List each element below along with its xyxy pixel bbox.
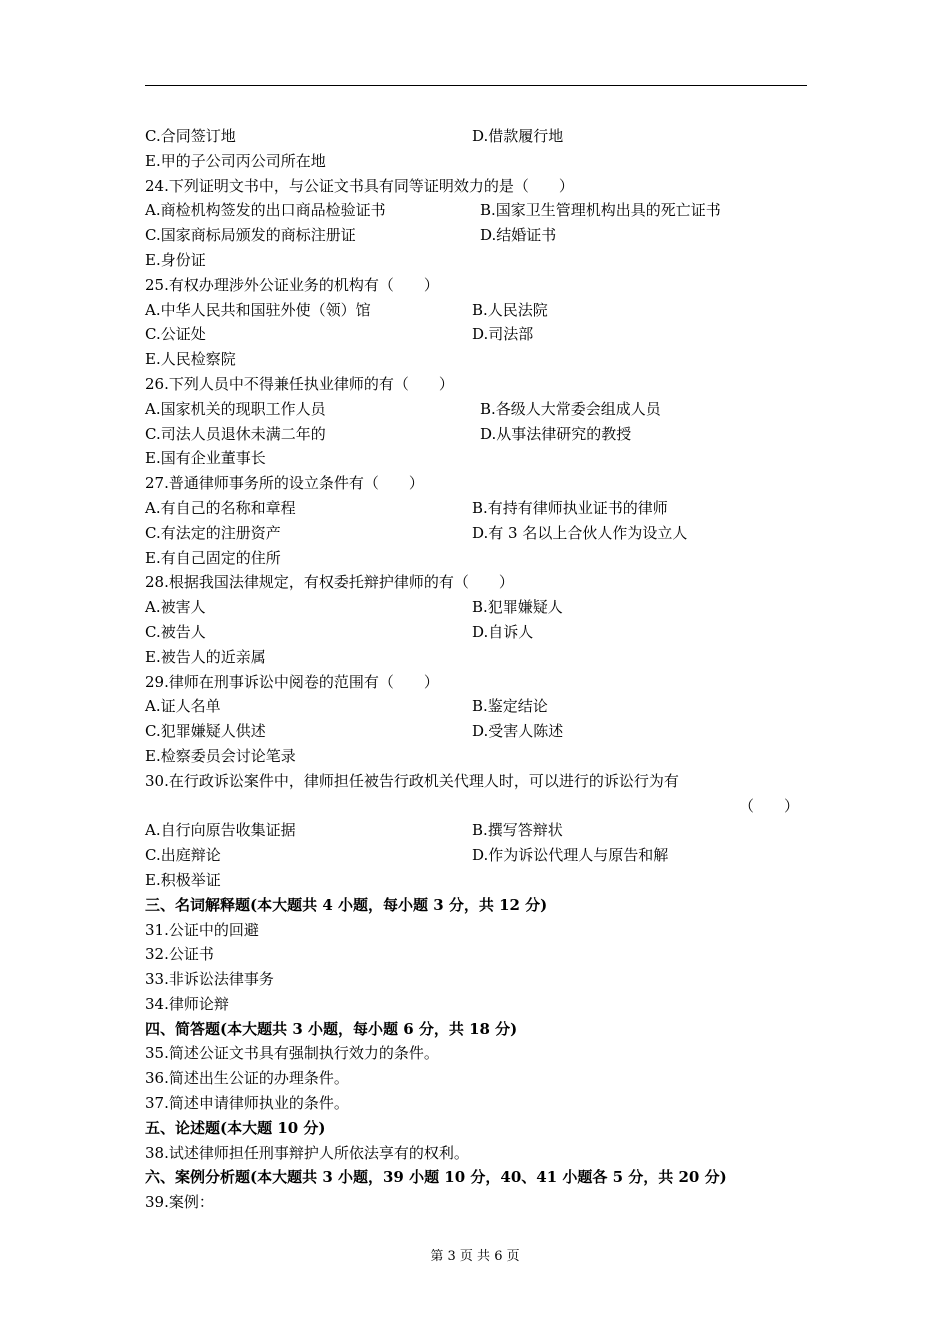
question-24-stem: 24.下列证明文书中，与公证文书具有同等证明效力的是（ ） bbox=[145, 176, 574, 195]
option-d: D.作为诉讼代理人与原告和解 bbox=[472, 846, 669, 865]
question-25-options-ab bbox=[145, 298, 807, 323]
section-6-heading: 六、案例分析题(本大题共 3 小题，39 小题 10 分，40、41 小题各 5 分，共 20 分) bbox=[145, 1168, 727, 1187]
option-c: C.公证处 bbox=[145, 325, 206, 344]
question-30-options-ab bbox=[145, 818, 807, 843]
option-a: A.中华人民共和国驻外使（领）馆 bbox=[145, 300, 371, 319]
question-24-options-ab bbox=[145, 198, 807, 223]
option-d: D.借款履行地 bbox=[472, 127, 564, 145]
option-b: B.各级人大常委会组成人员 bbox=[480, 399, 661, 418]
question-38: 38.试述律师担任刑事辩护人所依法享有的权利。 bbox=[145, 1143, 469, 1162]
question-27-stem: 27.普通律师事务所的设立条件有（ ） bbox=[145, 474, 424, 493]
question-27-options-cd bbox=[145, 521, 807, 546]
option-c: C.司法人员退休未满二年的 bbox=[145, 424, 326, 443]
option-b: B.国家卫生管理机构出具的死亡证书 bbox=[480, 201, 721, 220]
question-39: 39.案例： bbox=[145, 1193, 214, 1212]
header-rule bbox=[145, 85, 807, 86]
exam-content bbox=[145, 124, 807, 1215]
option-e: E.积极举证 bbox=[145, 870, 221, 889]
option-d: D.自诉人 bbox=[472, 622, 534, 641]
option-a: A.证人名单 bbox=[145, 697, 221, 716]
question-28-stem: 28.根据我国法律规定，有权委托辩护律师的有（ ） bbox=[145, 573, 514, 592]
option-c: C.被告人 bbox=[145, 622, 206, 641]
option-b: B.人民法院 bbox=[472, 300, 548, 319]
option-d: D.从事法律研究的教授 bbox=[480, 424, 632, 443]
option-e: E.身份证 bbox=[145, 250, 206, 269]
option-e: E.有自己固定的住所 bbox=[145, 548, 281, 567]
question-28-options-ab bbox=[145, 595, 807, 620]
question-26-options-cd bbox=[145, 422, 807, 447]
question-36: 36.简述出生公证的办理条件。 bbox=[145, 1069, 349, 1088]
question-37: 37.简述申请律师执业的条件。 bbox=[145, 1094, 349, 1113]
option-d: D.结婚证书 bbox=[480, 226, 557, 245]
option-e: E.被告人的近亲属 bbox=[145, 647, 266, 666]
question-25-options-cd bbox=[145, 322, 807, 347]
question-23-options-cd bbox=[145, 124, 807, 149]
question-34: 34.律师论辩 bbox=[145, 994, 229, 1013]
option-b: B.鉴定结论 bbox=[472, 697, 548, 716]
option-a: A.国家机关的现职工作人员 bbox=[145, 399, 326, 418]
option-c: C.国家商标局颁发的商标注册证 bbox=[145, 226, 356, 245]
option-c: C.合同签订地 bbox=[145, 127, 236, 145]
question-30-stem: 30.在行政诉讼案件中，律师担任被告行政机关代理人时，可以进行的诉讼行为有 bbox=[145, 771, 679, 790]
option-c: C.出庭辩论 bbox=[145, 846, 221, 865]
option-c: C.有法定的注册资产 bbox=[145, 523, 281, 542]
answer-paren: （ ） bbox=[738, 796, 799, 815]
option-a: A.被害人 bbox=[145, 598, 206, 617]
question-30-options-cd bbox=[145, 843, 807, 868]
option-d: D.司法部 bbox=[472, 325, 534, 344]
question-31: 31.公证中的回避 bbox=[145, 920, 259, 939]
question-29-stem: 29.律师在刑事诉讼中阅卷的范围有（ ） bbox=[145, 672, 439, 691]
question-26-stem: 26.下列人员中不得兼任执业律师的有（ ） bbox=[145, 374, 454, 393]
option-a: A.自行向原告收集证据 bbox=[145, 821, 296, 840]
question-32: 32.公证书 bbox=[145, 945, 214, 964]
question-24-options-cd bbox=[145, 223, 807, 248]
question-35: 35.简述公证文书具有强制执行效力的条件。 bbox=[145, 1044, 439, 1063]
section-5-heading: 五、论述题(本大题 10 分) bbox=[145, 1118, 326, 1137]
option-e: E.人民检察院 bbox=[145, 350, 236, 369]
option-d: D.受害人陈述 bbox=[472, 722, 564, 741]
option-e: E.甲的子公司丙公司所在地 bbox=[145, 151, 326, 170]
question-33: 33.非诉讼法律事务 bbox=[145, 970, 274, 989]
question-30-paren-line bbox=[145, 794, 807, 819]
section-3-heading: 三、名词解释题(本大题共 4 小题，每小题 3 分，共 12 分) bbox=[145, 895, 548, 914]
question-29-options-cd bbox=[145, 719, 807, 744]
section-4-heading: 四、简答题(本大题共 3 小题，每小题 6 分，共 18 分) bbox=[145, 1019, 518, 1038]
option-a: A.有自己的名称和章程 bbox=[145, 498, 296, 517]
option-e: E.检察委员会讨论笔录 bbox=[145, 746, 296, 765]
question-29-options-ab bbox=[145, 694, 807, 719]
question-28-options-cd bbox=[145, 620, 807, 645]
option-e: E.国有企业董事长 bbox=[145, 449, 266, 468]
option-b: B.有持有律师执业证书的律师 bbox=[472, 498, 668, 517]
page-number: 第 3 页 共 6 页 bbox=[430, 1249, 520, 1264]
question-26-options-ab bbox=[145, 397, 807, 422]
question-27-options-ab bbox=[145, 496, 807, 521]
option-d: D.有 3 名以上合伙人作为设立人 bbox=[472, 523, 688, 542]
option-a: A.商检机构签发的出口商品检验证书 bbox=[145, 201, 386, 220]
option-c: C.犯罪嫌疑人供述 bbox=[145, 722, 266, 741]
question-25-stem: 25.有权办理涉外公证业务的机构有（ ） bbox=[145, 275, 439, 294]
option-b: B.犯罪嫌疑人 bbox=[472, 598, 563, 617]
option-b: B.撰写答辩状 bbox=[472, 821, 563, 840]
